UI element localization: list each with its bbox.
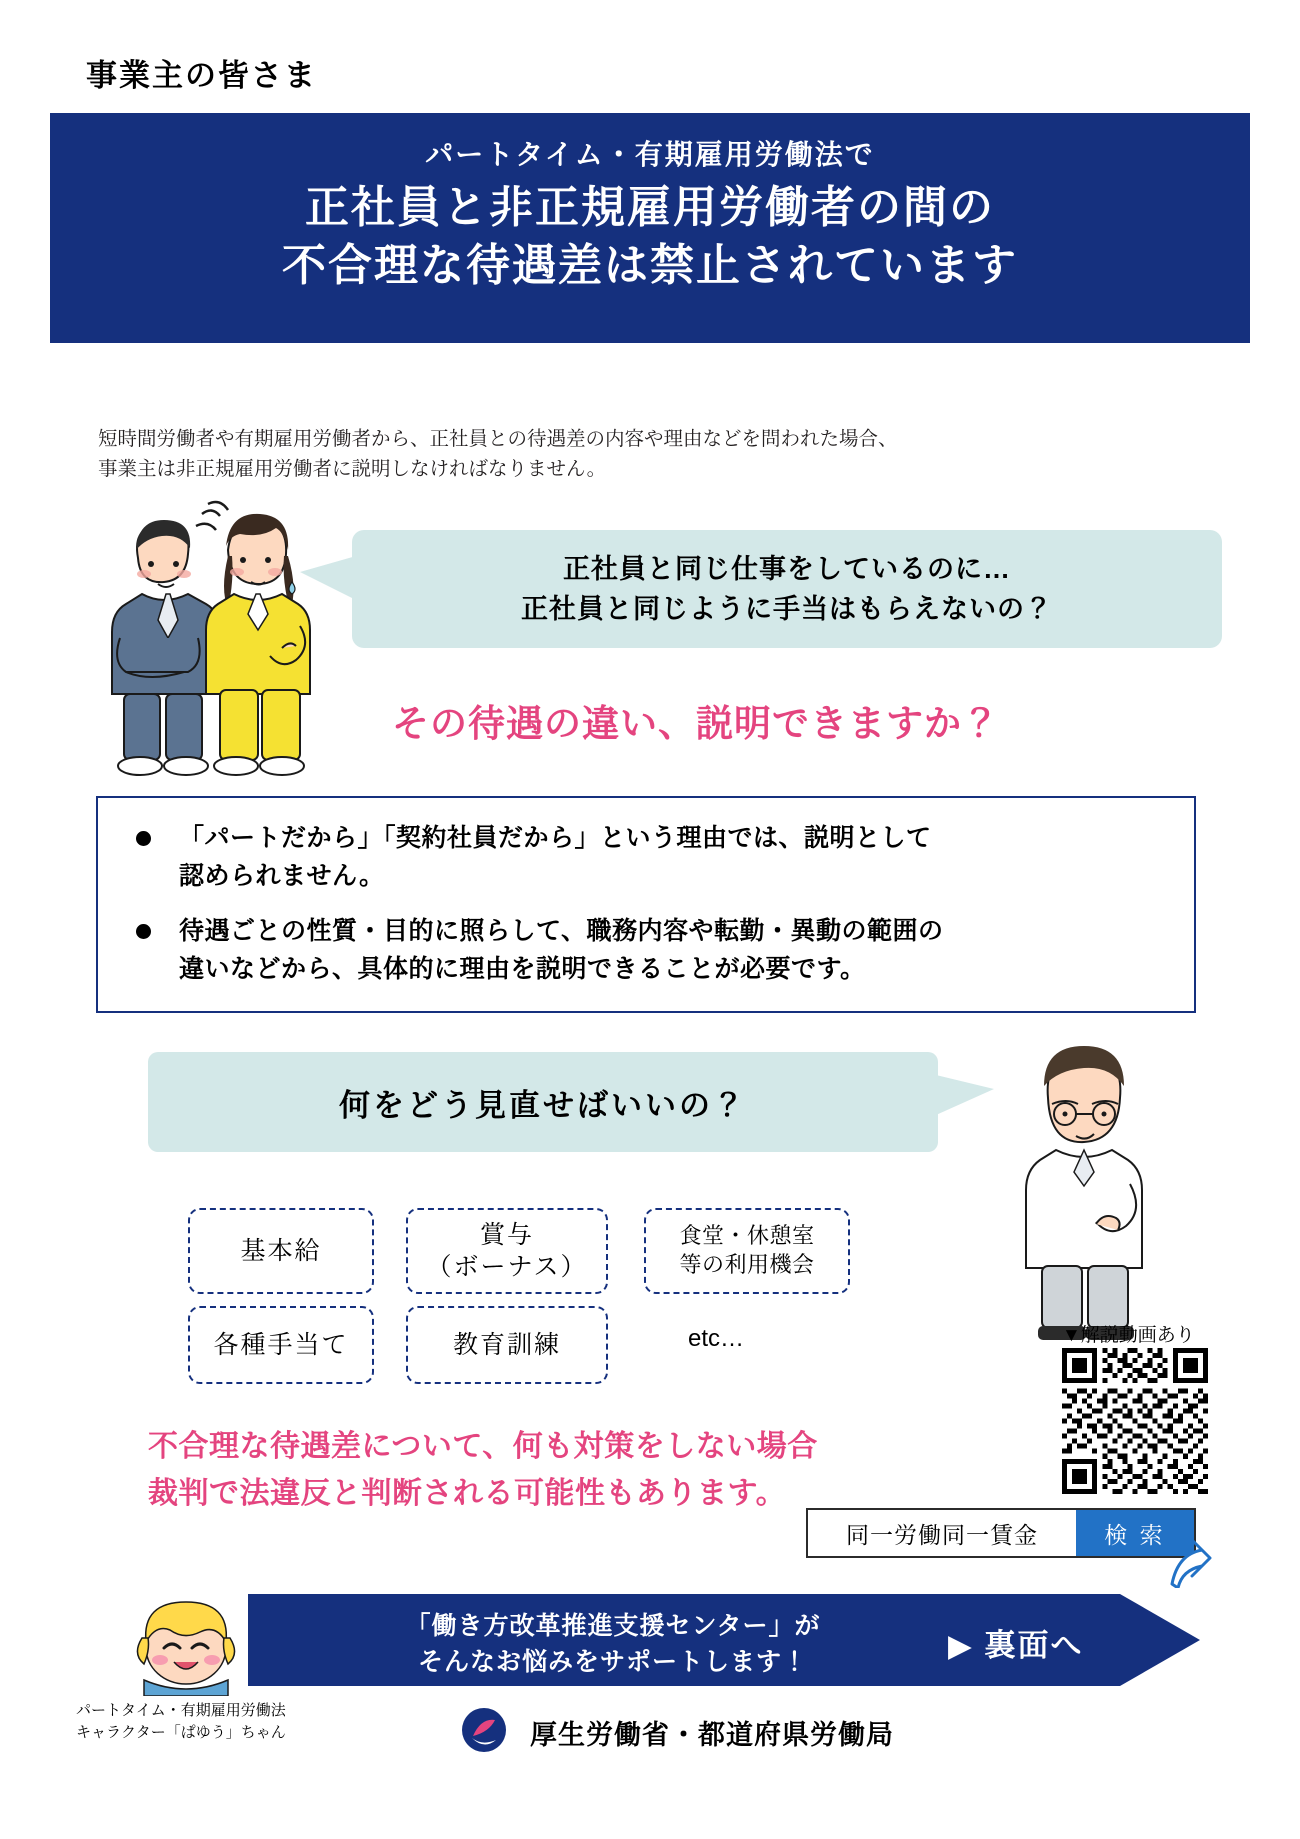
search-input[interactable]: 同一労働同一賃金 [846,1521,1038,1548]
two-workers-illustration [96,498,356,788]
item-label-line-2: （ボーナス） [426,1253,588,1281]
intro-line-1: 短時間労働者や有期雇用労働者から、正社員との待遇差の内容や理由などを問われた場合、 [98,428,898,450]
audience-heading: 事業主の皆さま [86,58,317,93]
legal-warning [148,1424,818,1517]
item-box-basic-pay [188,1208,374,1294]
caption-line-1: パートタイム・有期雇用労働法 [76,1702,286,1719]
bubble-tail-2 [936,1075,994,1115]
banner-text [288,1608,938,1681]
bullet-text [179,820,932,895]
review-question-bubble [148,1052,938,1152]
qr-code[interactable] [1062,1348,1208,1494]
bullet-item [124,913,1168,988]
pink-question: その待遇の違い、説明できますか？ [392,703,1000,744]
item-label-line-2: 等の利用機会 [679,1252,815,1277]
cursor-arrow-icon [1168,1536,1212,1588]
bullet-1-line-2: 認められません。 [179,861,385,890]
search-button[interactable]: 検 索 [1076,1510,1194,1556]
bullet-2-line-2: 違いなどから、具体的に理由を説明できることが必要です。 [179,954,866,983]
item-box-bonus [406,1208,608,1294]
item-box-facilities [644,1208,850,1294]
explanation-rules-box [96,796,1196,1013]
mhlw-logo-icon [460,1706,508,1754]
item-box-training [406,1306,608,1384]
worker-question-bubble [352,530,1222,648]
bullet-text [179,913,944,988]
item-label-line-1: 食堂・休憩室 [679,1223,815,1249]
bullet-dot-icon [136,831,151,846]
etc-label: etc… [688,1325,745,1352]
bullet-item [124,820,1168,895]
title-lead: パートタイム・有期雇用労働法で [425,139,875,170]
bubble2-text: 何をどう見直せばいいの？ [339,1087,747,1123]
payu-character-illustration [128,1592,244,1696]
title-line-1: 正社員と非正規雇用労働者の間の [305,183,995,232]
video-label: ▼解説動画あり [1062,1325,1195,1346]
support-center-banner[interactable] [248,1594,1200,1686]
bubble1-line-2: 正社員と同じように手当はもらえないの？ [521,594,1053,624]
intro-line-2: 事業主は非正規雇用労働者に説明しなければなりません。 [98,458,607,481]
back-side-label: ▶ 裏面へ [948,1628,1084,1663]
banner-line-2: そんなお悩みをサポートします！ [417,1648,808,1677]
item-label: 各種手当て [213,1330,349,1359]
search-bar[interactable] [806,1508,1196,1558]
ministry-name: 厚生労働省・都道府県労働局 [530,1720,894,1750]
character-caption [76,1700,366,1744]
item-label: 教育訓練 [452,1330,561,1359]
caption-line-2: キャラクター「ぱゆう」ちゃん [76,1723,286,1741]
item-label: 基本給 [240,1236,322,1265]
employer-illustration [990,1040,1180,1350]
bubble1-line-1: 正社員と同じ仕事をしているのに… [563,553,1011,584]
bullet-2-line-1: 待遇ごとの性質・目的に照らして、職務内容や転勤・異動の範囲の [179,917,944,945]
banner-arrow-shape [1120,1594,1200,1686]
item-label-line-1: 賞与 [479,1220,534,1249]
title-banner [50,113,1250,343]
title-line-2: 不合理な待遇差は禁止されています [282,241,1018,291]
bullet-1-line-1: 「パートだから」「契約社員だから」という理由では、説明として [179,824,932,852]
item-box-allowances [188,1306,374,1384]
warning-line-2: 裁判で法違反と判断される可能性もあります。 [148,1476,787,1510]
warning-line-1: 不合理な待遇差について、何も対策をしない場合 [148,1430,818,1463]
bullet-dot-icon [136,924,151,939]
intro-paragraph [98,424,1228,484]
bubble-tail-1 [300,556,356,600]
banner-line-1: 「働き方改革推進支援センター」が [405,1612,821,1640]
